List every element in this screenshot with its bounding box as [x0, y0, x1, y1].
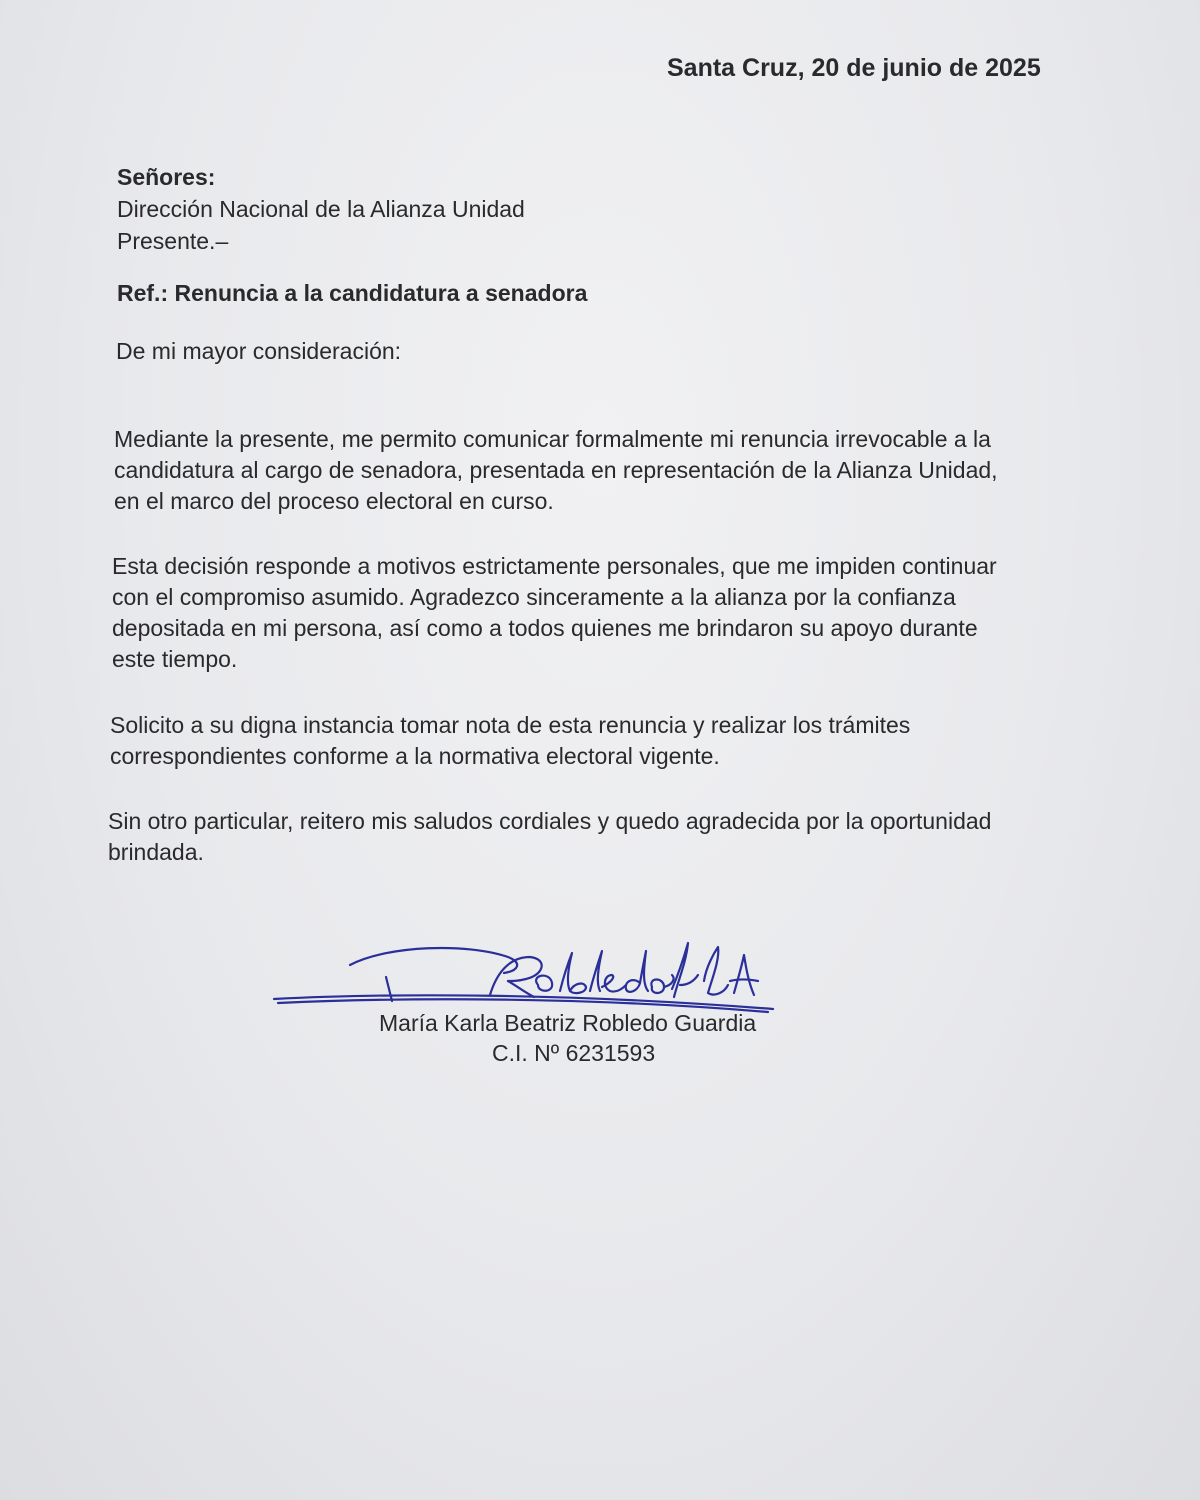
signatory-name: María Karla Beatriz Robledo Guardia [379, 1010, 757, 1036]
letter-date: Santa Cruz, 20 de junio de 2025 [667, 54, 1041, 82]
paragraph-line: en el marco del proceso electoral en curso. [114, 488, 554, 514]
paragraph-line: candidatura al cargo de senadora, presentada en representación de la Alianza Unidad, [114, 457, 998, 483]
greeting: De mi mayor consideración: [116, 338, 402, 364]
body-paragraph-3 [110, 710, 1070, 772]
paragraph-line: Mediante la presente, me permito comunicar formalmente mi renuncia irrevocable a la [114, 426, 991, 452]
paragraph-line: correspondientes conforme a la normativa electoral vigente. [110, 743, 720, 769]
paragraph-line: Sin otro particular, reitero mis saludos cordiales y quedo agradecida por la oportunidad [108, 808, 992, 834]
signatory-id-number: C.I. Nº 6231593 [492, 1040, 656, 1066]
paragraph-line: Solicito a su digna instancia tomar nota de esta renuncia y realizar los trámites [110, 712, 911, 738]
recipient-block [117, 161, 525, 257]
paragraph-line: con el compromiso asumido. Agradezco sinceramente a la alianza por la confianza [112, 584, 956, 610]
body-paragraph-2 [112, 551, 1072, 675]
paragraph-line: depositada en mi persona, así como a todos quienes me brindaron su apoyo durante [112, 615, 978, 641]
body-paragraph-4 [108, 806, 1068, 868]
recipient-salutation: Señores: [117, 164, 216, 190]
recipient-organization: Dirección Nacional de la Alianza Unidad [117, 196, 525, 222]
paragraph-line: brindada. [108, 839, 204, 865]
recipient-presente: Presente.– [117, 228, 229, 254]
paragraph-line: este tiempo. [112, 646, 238, 672]
paragraph-line: Esta decisión responde a motivos estrictamente personales, que me impiden continuar [112, 553, 997, 579]
reference-line: Ref.: Renuncia a la candidatura a senadora [117, 280, 588, 306]
body-paragraph-1 [114, 424, 1074, 517]
